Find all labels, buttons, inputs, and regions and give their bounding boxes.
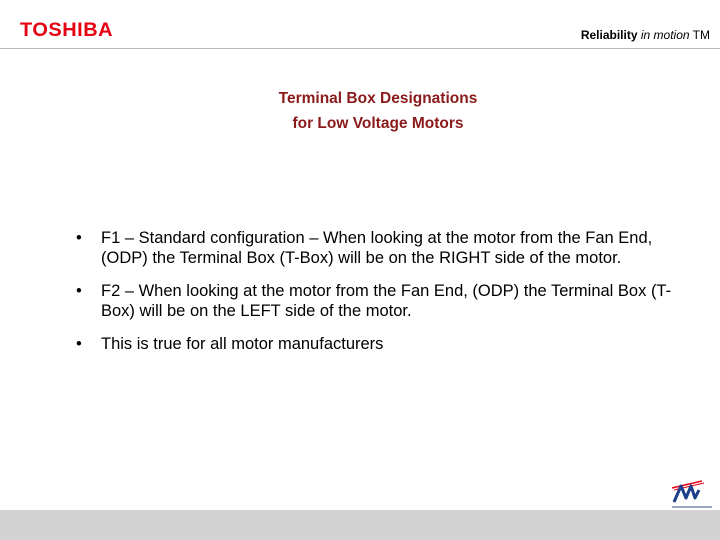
bullet-item-f1 (76, 228, 676, 268)
bullet-item-f2 (76, 281, 676, 321)
tagline (581, 28, 710, 42)
bullet-text: F1 – Standard configuration – When looking at the motor from the Fan End, (ODP) the Terminal Box (T-Box) will be on the RIGHT side of the motor. (101, 229, 653, 267)
tagline-tm: TM (692, 28, 710, 42)
slide-title (0, 86, 720, 136)
bullet-text: This is true for all motor manufacturers (101, 335, 384, 353)
bullet-text: F2 – When looking at the motor from the Fan End, (ODP) the Terminal Box (T-Box) will be on the LEFT side of the motor. (101, 282, 672, 320)
bullet-item-all-manufacturers (76, 334, 676, 354)
title-line-2: for Low Voltage Motors (292, 115, 464, 132)
bullet-dot: • (76, 335, 82, 353)
bullet-dot: • (76, 282, 82, 300)
tagline-italic: in motion (640, 28, 690, 42)
header-divider (0, 48, 720, 49)
footer-band (0, 510, 720, 540)
toshiba-logo: TOSHIBA (20, 20, 114, 41)
bullet-list (76, 228, 676, 367)
tagline-bold: Reliability (580, 28, 638, 42)
tic-brand-logo-icon (668, 478, 716, 512)
bullet-dot: • (76, 229, 82, 247)
title-line-1: Terminal Box Designations (278, 90, 478, 107)
